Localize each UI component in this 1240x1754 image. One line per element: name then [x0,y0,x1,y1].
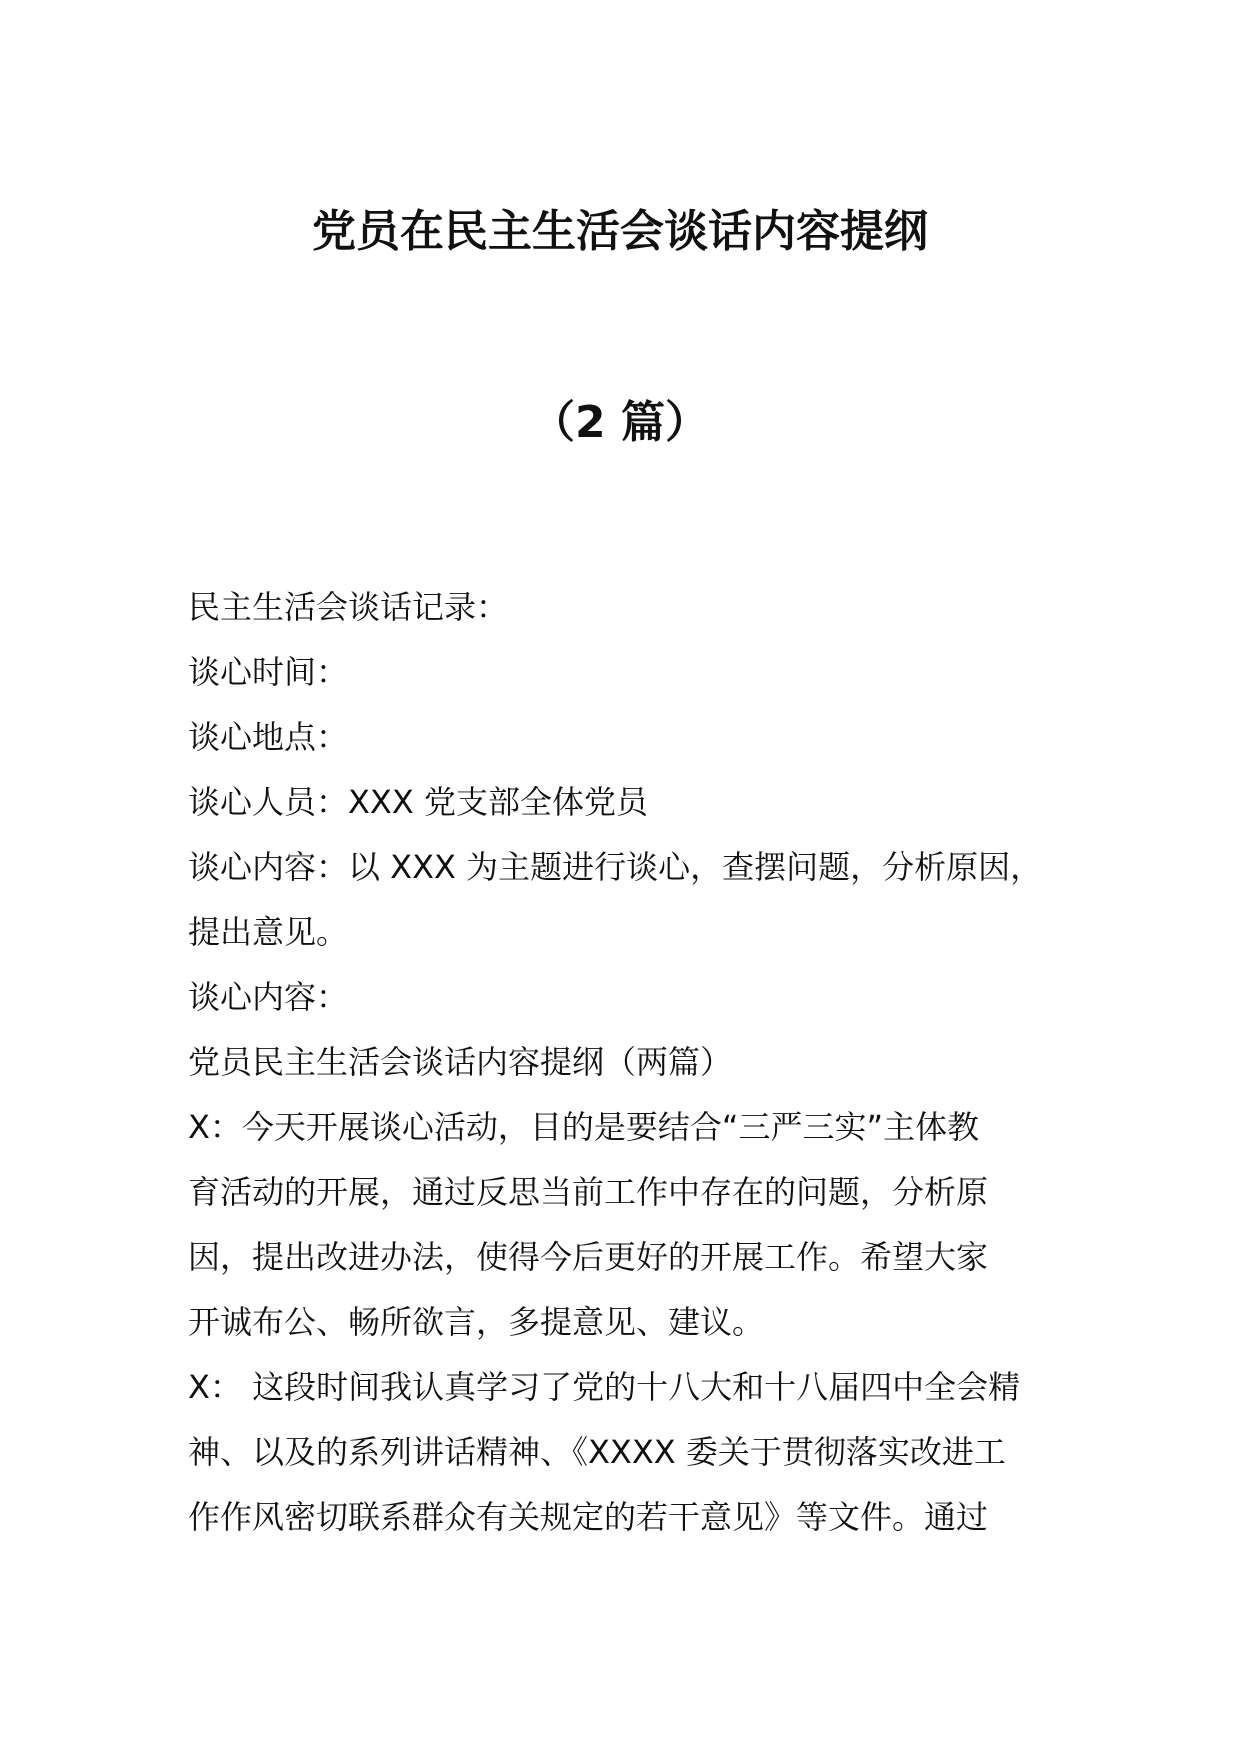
body-line: 民主生活会谈话记录： [188,588,509,626]
body-line: 谈心内容：以 XXX 为主题进行谈心，查摆问题，分析原因， [188,848,1043,886]
body-line: 提出意见。 [188,913,349,951]
body-line: 谈心时间： [188,653,349,691]
body-line: 谈心人员：XXX 党支部全体党员 [188,783,648,821]
body-line: 作作风密切联系群众有关规定的若干意见》等文件。通过 [188,1498,989,1536]
body-line: 因，提出改进办法，使得今后更好的开展工作。希望大家 [188,1238,989,1276]
body-line: 开诚布公、畅所欲言，多提意见、建议。 [188,1303,765,1341]
body-line: X：今天开展谈心活动，目的是要结合“三严三实”主体教 [188,1108,980,1146]
body-line: 党员民主生活会谈话内容提纲（两篇） [188,1043,733,1081]
body-line: 神、以及的系列讲话精神、《XXXX 委关于贯彻落实改进工 [188,1433,1006,1471]
document-title: 党员在民主生活会谈话内容提纲 [312,206,928,257]
document-body [188,575,1088,1550]
body-line: 育活动的开展，通过反思当前工作中存在的问题，分析原 [188,1173,989,1211]
body-line: 谈心内容： [188,978,349,1016]
document-subtitle: （2 篇） [531,397,709,448]
body-line: 谈心地点： [188,718,349,756]
body-line: X： 这段时间我认真学习了党的十八大和十八届四中全会精 [188,1368,1021,1406]
